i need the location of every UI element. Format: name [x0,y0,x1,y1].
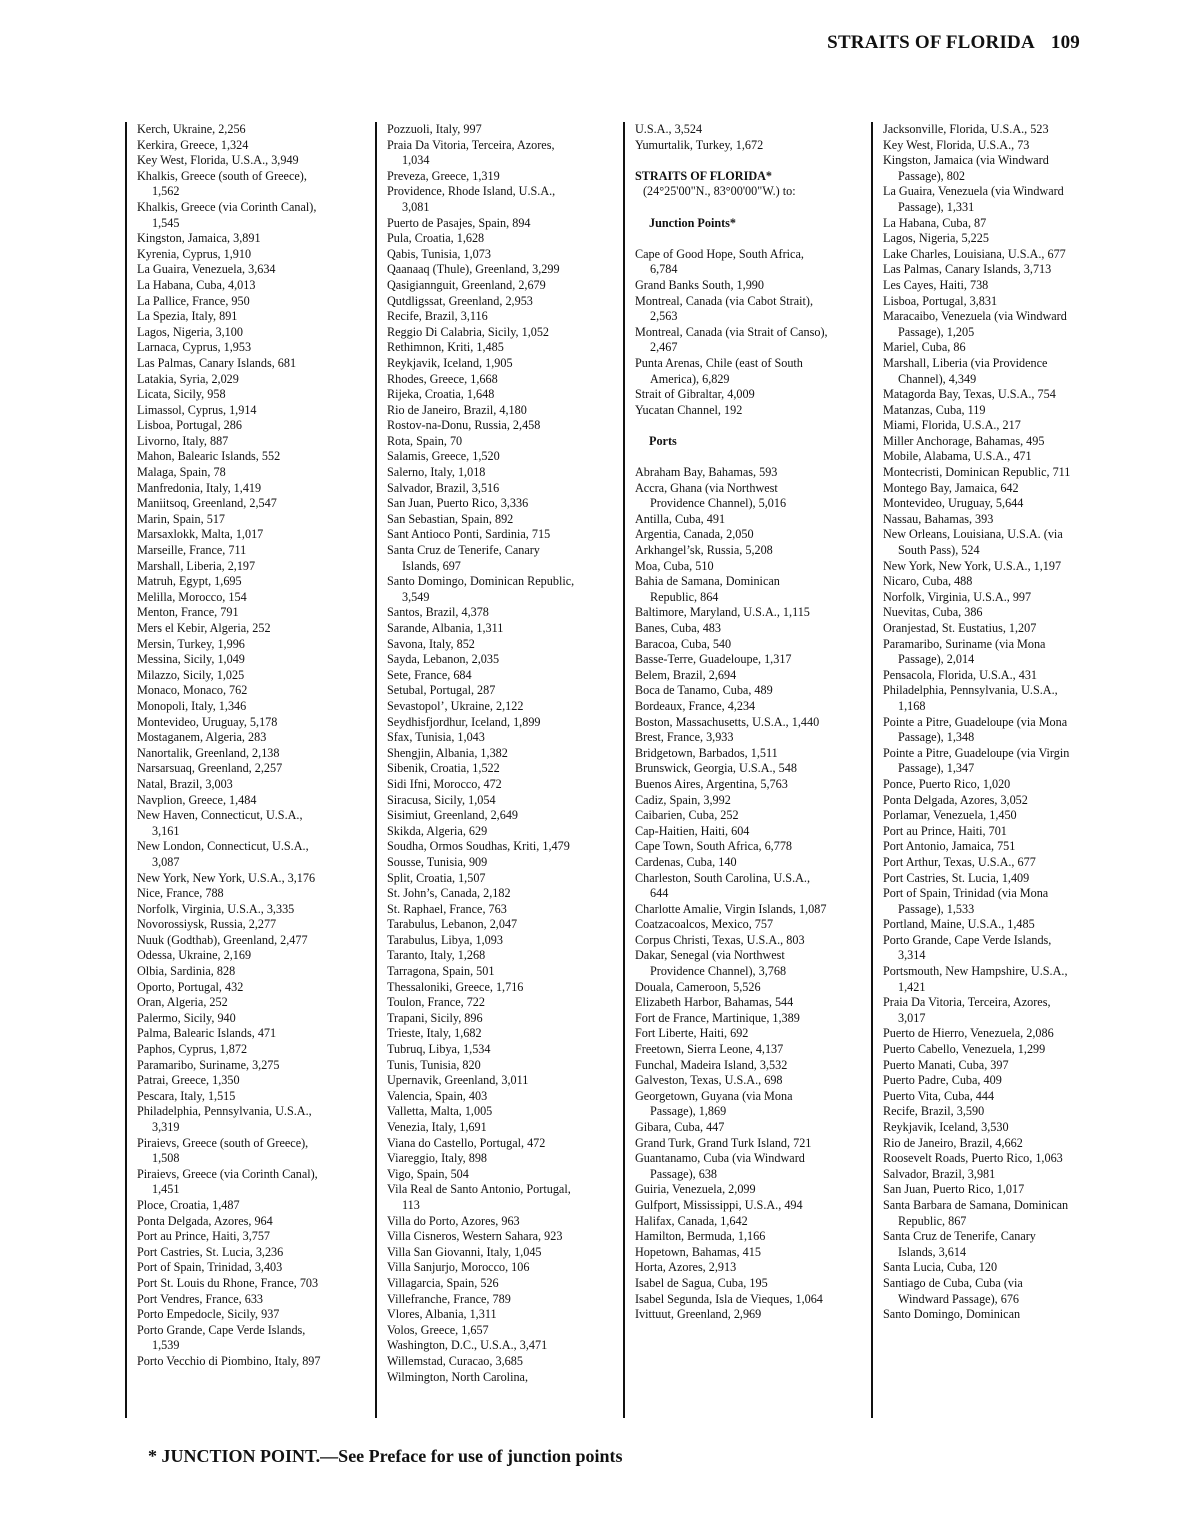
list-item: La Guaira, Venezuela (via Windward Passage), 1,331 [883,184,1064,214]
list-item: Pointe a Pitre, Guadeloupe (via Virgin Passage), 1,347 [883,745,1070,776]
list-item: Grand Turk, Grand Turk Island, 721 [635,1135,812,1150]
list-item: Gibara, Cuba, 447 [635,1120,725,1134]
list-item: Nassau, Bahamas, 393 [883,511,994,526]
footnote: * JUNCTION POINT.—See Preface for use of junction points [148,1446,623,1466]
list-item: Miller Anchorage, Bahamas, 495 [883,433,1045,448]
list-item: Freetown, Sierra Leone, 4,137 [635,1042,784,1057]
list-item: Mariel, Cuba, 86 [883,340,966,355]
list-item: Santos, Brazil, 4,378 [387,605,489,620]
list-item: San Juan, Puerto Rico, 3,336 [387,496,529,511]
list-item: Viareggio, Italy, 898 [387,1151,488,1166]
list-item: Montevideo, Uruguay, 5,644 [883,496,1024,511]
list-item: Paramaribo, Suriname, 3,275 [137,1057,280,1072]
list-item: Charlotte Amalie, Virgin Islands, 1,087 [635,901,827,916]
list-item: Santa Cruz de Tenerife, Canary Islands, 697 [387,543,540,573]
list-item: Guantanamo, Cuba (via Windward Passage), 638 [635,1151,805,1181]
list-item: Georgetown, Guyana (via Mona Passage), 1,869 [635,1088,793,1119]
list-item: Palma, Balearic Islands, 471 [137,1026,277,1041]
ports-heading: Ports [649,433,677,448]
list-item: Rijeka, Croatia, 1,648 [387,387,495,402]
list-item: Marshall, Liberia (via Providence Channel), 4,349 [883,355,1048,386]
list-item: Pensacola, Florida, U.S.A., 431 [883,667,1038,682]
list-item: New Orleans, Louisiana, U.S.A. (via South Pass), 524 [883,527,1063,558]
list-item: Odessa, Ukraine, 2,169 [137,948,252,963]
list-item: Upernavik, Greenland, 3,011 [387,1073,529,1088]
list-item: Siracusa, Sicily, 1,054 [387,792,496,807]
list-item: Sibenik, Croatia, 1,522 [387,761,500,776]
list-item: Accra, Ghana (via Northwest Providence Channel), 5,016 [635,480,787,511]
list-item: Shengjin, Albania, 1,382 [387,745,508,760]
list-item: Tarragona, Spain, 501 [387,964,495,979]
list-item: Pozzuoli, Italy, 997 [387,122,482,136]
list-item: Rethimnon, Kriti, 1,485 [387,340,504,355]
list-item: Ivittuut, Greenland, 2,969 [635,1307,762,1322]
list-item: Philadelphia, Pennsylvania, U.S.A., 3,319 [137,1104,312,1134]
list-item: Elizabeth Harbor, Bahamas, 544 [635,995,794,1010]
list-item: Roosevelt Roads, Puerto Rico, 1,063 [883,1151,1063,1166]
list-item: Tunis, Tunisia, 820 [387,1057,481,1072]
list-item: Wilmington, North Carolina, [387,1369,529,1384]
list-item: Qasigiannguit, Greenland, 2,679 [387,277,546,292]
list-item: Skikda, Algeria, 629 [387,823,488,838]
list-item: Yucatan Channel, 192 [635,402,743,417]
list-item: Washington, D.C., U.S.A., 3,471 [387,1338,548,1353]
junction-points-list [635,247,828,419]
list-item: Horta, Azores, 2,913 [635,1260,737,1275]
list-item: La Habana, Cuba, 4,013 [137,277,256,292]
list-item: Puerto Cabello, Venezuela, 1,299 [883,1042,1046,1057]
list-item: St. John’s, Canada, 2,182 [387,886,511,901]
list-item: Guiria, Venezuela, 2,099 [635,1182,756,1197]
list-item: La Guaira, Venezuela, 3,634 [137,262,276,277]
list-item: Tarabulus, Lebanon, 2,047 [387,917,518,932]
list-item: Ponta Delgada, Azores, 3,052 [883,792,1028,807]
list-item: Patrai, Greece, 1,350 [137,1073,240,1088]
list-item: Nice, France, 788 [137,886,224,901]
list-item: Navplion, Greece, 1,484 [137,792,257,807]
list-item: Toulon, France, 722 [387,995,485,1010]
list-item: Reykjavik, Iceland, 3,530 [883,1120,1009,1134]
ports-list [635,465,828,1323]
list-item: Lisboa, Portugal, 3,831 [883,293,998,308]
list-item: Key West, Florida, U.S.A., 3,949 [137,153,299,168]
list-item: Dakar, Senegal (via Northwest Providence Channel), 3,768 [635,948,787,979]
column-2 [375,122,575,1418]
list-item: Puerto Vita, Cuba, 444 [883,1088,995,1103]
list-item: Port of Spain, Trinidad (via Mona Passage), 1,533 [883,886,1049,916]
list-item: Maracaibo, Venezuela (via Windward Passage), 1,205 [883,309,1067,339]
list-item: Livorno, Italy, 887 [137,433,229,448]
list-item: Thessaloniki, Greece, 1,716 [387,979,524,994]
list-item: Sayda, Lebanon, 2,035 [387,652,500,667]
list-item: Villefranche, France, 789 [387,1291,511,1306]
list-item: Gulfport, Mississippi, U.S.A., 494 [635,1197,803,1212]
list-item: Norfolk, Virginia, U.S.A., 997 [883,589,1032,604]
list-item: Mers el Kebir, Algeria, 252 [137,621,271,635]
list-item: Qutdligssat, Greenland, 2,953 [387,293,533,308]
list-item: Savona, Italy, 852 [387,636,475,651]
list-item: Boca de Tanamo, Cuba, 489 [635,683,773,698]
list-item: Maniitsoq, Greenland, 2,547 [137,496,277,511]
list-item: Cardenas, Cuba, 140 [635,854,737,869]
list-item: Santa Lucia, Cuba, 120 [883,1260,998,1275]
list-item: Praia Da Vitoria, Terceira, Azores, 3,017 [883,995,1051,1025]
list-item: Port Vendres, France, 633 [137,1291,264,1306]
list-item: Montevideo, Uruguay, 5,178 [137,714,278,729]
list-item: Olbia, Sardinia, 828 [137,964,236,979]
list-item: Villa do Porto, Azores, 963 [387,1213,520,1228]
list-item: Pointe a Pitre, Guadeloupe (via Mona Passage), 1,348 [883,714,1068,745]
list-item: Puerto Padre, Cuba, 409 [883,1073,1002,1088]
list-item: Praia Da Vitoria, Terceira, Azores, 1,034 [387,137,555,168]
list-item: Cape of Good Hope, South Africa, 6,784 [635,246,804,277]
list-item: Licata, Sicily, 958 [137,387,226,402]
list-item: La Pallice, France, 950 [137,293,250,308]
list-item: Providence, Rhode Island, U.S.A., 3,081 [387,184,556,214]
list-item: Hopetown, Bahamas, 415 [635,1244,761,1259]
list-item: Ploce, Croatia, 1,487 [137,1197,240,1212]
list-item: Kingston, Jamaica (via Windward Passage), 802 [883,153,1049,183]
list-item: Narsarsuaq, Greenland, 2,257 [137,761,283,776]
list-item: Piraievs, Greece (via Corinth Canal), 1,451 [137,1166,318,1197]
list-item: Sete, France, 684 [387,667,472,682]
column-3 [623,122,828,1418]
list-item: Las Palmas, Canary Islands, 681 [137,355,297,370]
list-item: Soudha, Ormos Soudhas, Kriti, 1,479 [387,839,570,854]
list-item: Belem, Brazil, 2,694 [635,667,737,682]
list-item: Taranto, Italy, 1,268 [387,948,486,963]
list-item: Recife, Brazil, 3,590 [883,1104,985,1119]
list-item: Cadiz, Spain, 3,992 [635,792,731,807]
section-title: STRAITS OF FLORIDA* [635,168,773,183]
list-item: Reykjavik, Iceland, 1,905 [387,355,513,370]
list-item: Bahia de Samana, Dominican Republic, 864 [635,574,780,604]
list-item: Coatzacoalcos, Mexico, 757 [635,917,774,932]
list-item: Montreal, Canada (via Cabot Strait), 2,563 [635,293,814,324]
list-item: Rhodes, Greece, 1,668 [387,371,498,386]
list-item: New London, Connecticut, U.S.A., 3,087 [137,839,309,869]
list-item: Baltimore, Maryland, U.S.A., 1,115 [635,605,810,620]
list-item: Moa, Cuba, 510 [635,558,714,573]
list-item: Porlamar, Venezuela, 1,450 [883,808,1017,823]
list-item: Grand Banks South, 1,990 [635,277,764,292]
list-item: Sant Antioco Ponti, Sardinia, 715 [387,527,551,542]
list-item: Pescara, Italy, 1,515 [137,1088,236,1103]
list-item: Kingston, Jamaica, 3,891 [137,231,261,246]
list-item: Miami, Florida, U.S.A., 217 [883,418,1021,433]
list-item: Volos, Greece, 1,657 [387,1322,489,1337]
list-item: Limassol, Cyprus, 1,914 [137,402,257,417]
list-item: Venezia, Italy, 1,691 [387,1120,487,1134]
list-item: Rio de Janeiro, Brazil, 4,180 [387,402,527,417]
list-item: Marin, Spain, 517 [137,511,226,526]
list-item: Banes, Cuba, 483 [635,621,721,635]
list-item: Menton, France, 791 [137,605,239,620]
list-item: Tarabulus, Libya, 1,093 [387,932,503,947]
list-item: Viana do Castello, Portugal, 472 [387,1135,546,1150]
list-item: Port Antonio, Jamaica, 751 [883,839,1016,854]
list-item: Nuevitas, Cuba, 386 [883,605,983,620]
list-item: Recife, Brazil, 3,116 [387,309,488,324]
list-item: Oran, Algeria, 252 [137,995,228,1010]
list-item: Santiago de Cuba, Cuba (via Windward Passage), 676 [883,1275,1023,1306]
list-item: Mostaganem, Algeria, 283 [137,730,267,745]
list-item: Palermo, Sicily, 940 [137,1010,236,1025]
list-item: Bordeaux, France, 4,234 [635,698,756,713]
list-item: Montecristi, Dominican Republic, 711 [883,465,1071,480]
list-item: U.S.A., 3,524 [635,122,703,136]
list-item: Paphos, Cyprus, 1,872 [137,1042,248,1057]
list-item: Khalkis, Greece (south of Greece), 1,562 [137,168,307,199]
list-item: New York, New York, U.S.A., 3,176 [137,870,316,885]
list-item: Split, Croatia, 1,507 [387,870,486,885]
list-item: Matagorda Bay, Texas, U.S.A., 754 [883,387,1056,402]
list-item: Douala, Cameroon, 5,526 [635,979,761,994]
list-item: Novorossiysk, Russia, 2,277 [137,917,277,932]
list-item: Rota, Spain, 70 [387,433,463,448]
list-item: Punta Arenas, Chile (east of South America), 6,829 [635,355,803,386]
list-item: Port Castries, St. Lucia, 1,409 [883,870,1030,885]
list-item: Natal, Brazil, 3,003 [137,776,233,791]
list-item: Salamis, Greece, 1,520 [387,449,500,464]
list-item: Paramaribo, Suriname (via Mona Passage), 2,014 [883,636,1046,667]
list-item: New York, New York, U.S.A., 1,197 [883,558,1062,573]
list-item: La Habana, Cuba, 87 [883,215,987,230]
list-item: Sidi Ifni, Morocco, 472 [387,776,502,791]
list-item: Vigo, Spain, 504 [387,1166,469,1181]
list-item: Cap-Haitien, Haiti, 604 [635,823,750,838]
list-item: Pula, Croatia, 1,628 [387,231,485,246]
list-item: Piraievs, Greece (south of Greece), 1,508 [137,1135,309,1166]
list-item: Salerno, Italy, 1,018 [387,465,486,480]
section-coordinates: (24°25'00"N., 83°00'00"W.) to: [643,184,796,199]
list-item: Monopoli, Italy, 1,346 [137,698,247,713]
list-item: Buenos Aires, Argentina, 5,763 [635,776,788,791]
list-item: Baracoa, Cuba, 540 [635,636,732,651]
list-item: Puerto de Hierro, Venezuela, 2,086 [883,1026,1054,1041]
list-item: Sisimiut, Greenland, 2,649 [387,808,519,823]
list-item: Jacksonville, Florida, U.S.A., 523 [883,122,1049,136]
list-item: Messina, Sicily, 1,049 [137,652,245,667]
list-item: Port Castries, St. Lucia, 3,236 [137,1244,284,1259]
list-item: Marseille, France, 711 [137,543,247,558]
list-item: Porto Grande, Cape Verde Islands, 3,314 [883,932,1052,963]
list-item: Sfax, Tunisia, 1,043 [387,730,485,745]
list-item: Portland, Maine, U.S.A., 1,485 [883,917,1035,932]
list-item: Kerch, Ukraine, 2,256 [137,122,246,136]
list-item: Malaga, Spain, 78 [137,465,226,480]
list-item: Qabis, Tunisia, 1,073 [387,246,491,261]
list-item: La Spezia, Italy, 891 [137,309,238,324]
list-item: Bridgetown, Barbados, 1,511 [635,745,778,760]
list-item: Brest, France, 3,933 [635,730,734,745]
list-item: Rio de Janeiro, Brazil, 4,662 [883,1135,1023,1150]
list-item: Villa San Giovanni, Italy, 1,045 [387,1244,542,1259]
list-item: Fort Liberte, Haiti, 692 [635,1026,749,1041]
list-item: Vlores, Albania, 1,311 [387,1307,497,1322]
page-header [827,32,1080,54]
list-item: Mahon, Balearic Islands, 552 [137,449,281,464]
column-3-top-entries [635,122,828,153]
list-item: Arkhangel’sk, Russia, 5,208 [635,543,773,558]
junction-points-heading: Junction Points* [649,215,737,230]
list-item: Oporto, Portugal, 432 [137,979,244,994]
list-item: St. Raphael, France, 763 [387,901,507,916]
list-item: Brunswick, Georgia, U.S.A., 548 [635,761,797,776]
list-item: Willemstad, Curacao, 3,685 [387,1353,523,1368]
list-item: Santo Domingo, Dominican Republic, 3,549 [387,574,575,604]
page-number: 109 [1050,32,1080,53]
column-4 [871,122,1076,1418]
list-item: Port of Spain, Trinidad, 3,403 [137,1260,283,1275]
list-item: Hamilton, Bermuda, 1,166 [635,1229,766,1244]
list-item: Lagos, Nigeria, 3,100 [137,324,243,339]
list-item: Mobile, Alabama, U.S.A., 471 [883,449,1032,464]
page-title: STRAITS OF FLORIDA [827,32,1035,53]
list-item: Funchal, Madeira Island, 3,532 [635,1057,788,1072]
list-item: Nuuk (Godthab), Greenland, 2,477 [137,932,308,947]
list-item: Kerkira, Greece, 1,324 [137,137,249,152]
list-item: Montego Bay, Jamaica, 642 [883,480,1019,495]
list-item: Qaanaaq (Thule), Greenland, 3,299 [387,262,560,277]
list-item: Fort de France, Martinique, 1,389 [635,1010,800,1025]
list-item: Matanzas, Cuba, 119 [883,402,986,417]
list-item: Les Cayes, Haiti, 738 [883,277,989,292]
list-item: Trapani, Sicily, 896 [387,1010,483,1025]
list-item: New Haven, Connecticut, U.S.A., 3,161 [137,808,303,838]
list-item: Cape Town, South Africa, 6,778 [635,839,793,854]
list-item: Valencia, Spain, 403 [387,1088,488,1103]
list-item: Isabel Segunda, Isla de Vieques, 1,064 [635,1291,823,1306]
list-item: Trieste, Italy, 1,682 [387,1026,482,1041]
list-item: Argentia, Canada, 2,050 [635,527,754,542]
list-item: Port au Prince, Haiti, 3,757 [137,1229,271,1244]
list-item: Port Arthur, Texas, U.S.A., 677 [883,854,1036,869]
list-item: Caibarien, Cuba, 252 [635,808,739,823]
list-item: Abraham Bay, Bahamas, 593 [635,465,778,480]
list-item: Sarande, Albania, 1,311 [387,621,504,635]
list-item: Norfolk, Virginia, U.S.A., 3,335 [137,901,295,916]
list-item: Mersin, Turkey, 1,996 [137,636,245,651]
list-item: Sousse, Tunisia, 909 [387,854,488,869]
list-item: Matruh, Egypt, 1,695 [137,574,242,589]
list-item: Corpus Christi, Texas, U.S.A., 803 [635,932,805,947]
list-item: Monaco, Monaco, 762 [137,683,248,698]
list-item: Seydhisfjordhur, Iceland, 1,899 [387,714,541,729]
list-item: Tubruq, Libya, 1,534 [387,1042,491,1057]
list-item: Puerto de Pasajes, Spain, 894 [387,215,531,230]
list-item: Larnaca, Cyprus, 1,953 [137,340,252,355]
list-item: Isabel de Sagua, Cuba, 195 [635,1275,768,1290]
list-item: Montreal, Canada (via Strait of Canso), 2,467 [635,324,828,355]
list-item: Nanortalik, Greenland, 2,138 [137,745,280,760]
list-item: Setubal, Portugal, 287 [387,683,496,698]
list-item: Strait of Gibraltar, 4,009 [635,387,755,402]
list-item: Villagarcia, Spain, 526 [387,1275,499,1290]
list-item: Reggio Di Calabria, Sicily, 1,052 [387,324,550,339]
list-item: Charleston, South Carolina, U.S.A., 644 [635,870,811,901]
list-item: Rostov-na-Donu, Russia, 2,458 [387,418,541,433]
list-item: Santa Barbara de Samana, Dominican Republic, 867 [883,1197,1069,1228]
list-item: San Juan, Puerto Rico, 1,017 [883,1182,1025,1197]
list-item: Latakia, Syria, 2,029 [137,371,239,386]
list-item: Lisboa, Portugal, 286 [137,418,242,433]
list-item: Milazzo, Sicily, 1,025 [137,667,245,682]
list-item: Port St. Louis du Rhone, France, 703 [137,1275,319,1290]
column-1 [125,122,325,1418]
list-item: Las Palmas, Canary Islands, 3,713 [883,262,1052,277]
list-item: Salvador, Brazil, 3,516 [387,480,500,495]
list-item: Porto Vecchio di Piombino, Italy, 897 [137,1353,321,1368]
list-item: Valletta, Malta, 1,005 [387,1104,493,1119]
list-item: Porto Empedocle, Sicily, 937 [137,1307,280,1322]
list-item: Santa Cruz de Tenerife, Canary Islands, 3,614 [883,1229,1036,1259]
list-item: Boston, Massachusetts, U.S.A., 1,440 [635,714,820,729]
list-item: Philadelphia, Pennsylvania, U.S.A., 1,168 [883,683,1058,713]
list-item: Basse-Terre, Guadeloupe, 1,317 [635,652,792,667]
list-item: Vila Real de Santo Antonio, Portugal, 113 [387,1182,571,1212]
list-item: Khalkis, Greece (via Corinth Canal), 1,545 [137,199,317,230]
list-item: Galveston, Texas, U.S.A., 698 [635,1073,783,1088]
list-item: Villa Sanjurjo, Morocco, 106 [387,1260,530,1275]
list-item: Marshall, Liberia, 2,197 [137,558,256,573]
list-item: Preveza, Greece, 1,319 [387,168,500,183]
list-item: San Sebastian, Spain, 892 [387,511,514,526]
list-item: Port au Prince, Haiti, 701 [883,823,1007,838]
list-item: Yumurtalik, Turkey, 1,672 [635,137,764,152]
list-item: Lake Charles, Louisiana, U.S.A., 677 [883,246,1066,261]
list-item: Villa Cisneros, Western Sahara, 923 [387,1229,563,1244]
list-item: Kyrenia, Cyprus, 1,910 [137,246,252,261]
list-item: Key West, Florida, U.S.A., 73 [883,137,1030,152]
list-item: Sevastopol’, Ukraine, 2,122 [387,698,524,713]
list-item: Manfredonia, Italy, 1,419 [137,480,262,495]
list-item: Marsaxlokk, Malta, 1,017 [137,527,264,542]
list-item: Lagos, Nigeria, 5,225 [883,231,989,246]
list-item: Nicaro, Cuba, 488 [883,574,973,589]
list-item: Porto Grande, Cape Verde Islands, 1,539 [137,1322,306,1353]
list-item: Melilla, Morocco, 154 [137,589,247,604]
list-item: Portsmouth, New Hampshire, U.S.A., 1,421 [883,964,1068,994]
list-item: Ponce, Puerto Rico, 1,020 [883,776,1011,791]
list-item: Halifax, Canada, 1,642 [635,1213,748,1228]
list-item: Puerto Manati, Cuba, 397 [883,1057,1009,1072]
list-item: Antilla, Cuba, 491 [635,511,726,526]
list-item: Ponta Delgada, Azores, 964 [137,1213,273,1228]
list-item: Oranjestad, St. Eustatius, 1,207 [883,621,1037,635]
list-item: Santo Domingo, Dominican [883,1307,1021,1322]
list-item: Salvador, Brazil, 3,981 [883,1166,996,1181]
